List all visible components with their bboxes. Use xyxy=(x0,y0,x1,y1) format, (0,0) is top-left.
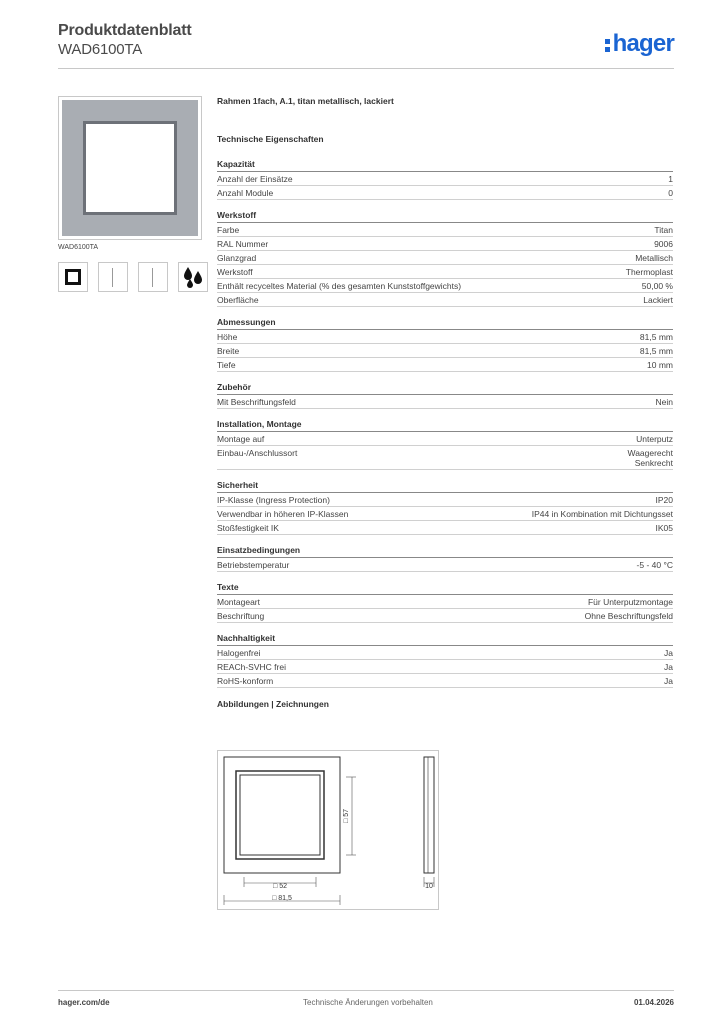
property-row xyxy=(217,223,673,237)
property-label: Werkstoff xyxy=(217,267,253,277)
property-label: Betriebstemperatur xyxy=(217,560,290,570)
property-section xyxy=(217,479,673,535)
property-value xyxy=(636,434,673,444)
property-row xyxy=(217,265,673,279)
property-row xyxy=(217,172,673,186)
section-title: Installation, Montage xyxy=(217,418,673,432)
property-row xyxy=(217,493,673,507)
property-section xyxy=(217,158,673,200)
property-value xyxy=(654,225,673,235)
section-title: Texte xyxy=(217,581,673,595)
property-label: RAL Nummer xyxy=(217,239,269,249)
property-label: REACh-SVHC frei xyxy=(217,662,286,672)
property-value-text: 50,00 % xyxy=(641,281,673,291)
property-value-text: 0 xyxy=(668,188,673,198)
property-section xyxy=(217,632,673,688)
property-value-text: Metallisch xyxy=(635,253,673,263)
property-label: Anzahl Module xyxy=(217,188,274,198)
section-spacer xyxy=(217,623,673,632)
property-value-text: -5 - 40 °C xyxy=(636,560,673,570)
property-value-text: Titan xyxy=(654,225,673,235)
property-label: Halogenfrei xyxy=(217,648,261,658)
property-row xyxy=(217,521,673,535)
single-line-icon xyxy=(138,262,168,292)
property-label: Tiefe xyxy=(217,360,236,370)
property-row xyxy=(217,609,673,623)
property-label: Oberfläche xyxy=(217,295,259,305)
property-row xyxy=(217,595,673,609)
dim-height-label: □ 57 xyxy=(343,809,350,823)
property-label: Glanzgrad xyxy=(217,253,257,263)
drawings-heading: Abbildungen | Zeichnungen xyxy=(217,699,329,709)
property-section xyxy=(217,544,673,572)
header-divider xyxy=(58,68,674,69)
property-row xyxy=(217,186,673,200)
frame-square-icon xyxy=(58,262,88,292)
footer-website: hager.com/de xyxy=(58,998,110,1007)
property-section xyxy=(217,381,673,409)
property-label: Anzahl der Einsätze xyxy=(217,174,293,184)
property-value xyxy=(664,662,673,672)
property-value xyxy=(637,560,673,570)
drawing-svg xyxy=(218,751,438,909)
section-title: Abmessungen xyxy=(217,316,673,330)
property-value xyxy=(640,332,673,342)
property-value xyxy=(532,509,673,519)
property-value xyxy=(635,253,673,263)
product-description: Rahmen 1fach, A.1, titan metallisch, lackiert xyxy=(217,96,394,106)
section-spacer xyxy=(217,572,673,581)
property-label: Montage auf xyxy=(217,434,265,444)
technical-drawing xyxy=(217,750,439,910)
footer-divider xyxy=(58,990,674,991)
section-spacer xyxy=(217,200,673,209)
section-title: Nachhaltigkeit xyxy=(217,632,673,646)
property-row xyxy=(217,674,673,688)
product-number: WAD6100TA xyxy=(58,41,143,58)
property-value-text: 9006 xyxy=(654,239,673,249)
property-value-text: 81,5 mm xyxy=(639,346,673,356)
property-value-text: Thermoplast xyxy=(625,267,673,277)
property-value-text: 81,5 mm xyxy=(639,332,673,342)
property-value xyxy=(656,397,673,407)
property-row xyxy=(217,646,673,660)
dim-outer-label: □ 81,5 xyxy=(272,895,292,902)
property-row xyxy=(217,358,673,372)
property-section xyxy=(217,581,673,623)
property-value-text: Ohne Beschriftungsfeld xyxy=(584,611,673,621)
section-spacer xyxy=(217,688,673,697)
property-label: Montageart xyxy=(217,597,260,607)
property-value xyxy=(640,346,673,356)
property-value xyxy=(664,648,673,658)
property-row xyxy=(217,293,673,307)
property-label: Enthält recyceltes Material (% des gesamten Kunststoffgewichts) xyxy=(217,281,462,291)
property-section xyxy=(217,209,673,307)
property-section xyxy=(217,418,673,470)
property-value-text: Waagerecht xyxy=(627,448,673,458)
section-spacer xyxy=(217,409,673,418)
property-value xyxy=(656,495,674,505)
property-row xyxy=(217,558,673,572)
property-label: Mit Beschriftungsfeld xyxy=(217,397,296,407)
page-header xyxy=(58,22,674,70)
property-value-text: Unterputz xyxy=(636,434,673,444)
footer-disclaimer: Technische Änderungen vorbehalten xyxy=(303,998,433,1007)
single-line-icon xyxy=(98,262,128,292)
property-row xyxy=(217,395,673,409)
property-value-text: IP44 in Kombination mit Dichtungsset xyxy=(531,509,673,519)
property-label: Breite xyxy=(217,346,240,356)
property-value xyxy=(668,188,673,198)
property-label: Farbe xyxy=(217,225,240,235)
section-spacer xyxy=(217,535,673,544)
dim-inner-label: □ 52 xyxy=(273,883,287,890)
logo-text: hager xyxy=(612,30,674,57)
property-row xyxy=(217,432,673,446)
property-sections xyxy=(217,158,673,697)
property-value-text: IK05 xyxy=(655,523,673,533)
section-spacer xyxy=(217,307,673,316)
section-spacer xyxy=(217,372,673,381)
section-title: Sicherheit xyxy=(217,479,673,493)
property-label: Beschriftung xyxy=(217,611,265,621)
property-value-text: 10 mm xyxy=(647,360,673,370)
property-value xyxy=(588,597,673,607)
property-label: Verwendbar in höheren IP-Klassen xyxy=(217,509,349,519)
section-title: Einsatzbedingungen xyxy=(217,544,673,558)
property-value xyxy=(664,676,673,686)
frame-opening xyxy=(83,121,177,215)
product-image xyxy=(58,96,202,240)
property-value xyxy=(643,295,673,305)
property-section xyxy=(217,316,673,372)
property-row xyxy=(217,446,673,470)
product-image-caption: WAD6100TA xyxy=(58,244,99,251)
main-content xyxy=(217,96,673,709)
property-row xyxy=(217,344,673,358)
property-row xyxy=(217,251,673,265)
property-value xyxy=(656,523,674,533)
property-label: Stoßfestigkeit IK xyxy=(217,523,279,533)
property-value-text: Für Unterputzmontage xyxy=(587,597,673,607)
property-row xyxy=(217,279,673,293)
hager-logo xyxy=(605,30,674,58)
property-value-text: Ja xyxy=(664,662,673,672)
property-value xyxy=(647,360,673,370)
section-title: Zubehör xyxy=(217,381,673,395)
property-row xyxy=(217,237,673,251)
section-title: Werkstoff xyxy=(217,209,673,223)
property-value xyxy=(668,174,673,184)
logo-dots-icon xyxy=(605,35,611,51)
property-value-text: Nein xyxy=(655,397,673,407)
water-drops-icon xyxy=(178,262,208,292)
property-row xyxy=(217,507,673,521)
property-value xyxy=(627,448,673,468)
property-value xyxy=(626,267,673,277)
section-title: Kapazität xyxy=(217,158,673,172)
document-title: Produktdatenblatt xyxy=(58,22,192,39)
property-label: Höhe xyxy=(217,332,238,342)
property-value-text: Ja xyxy=(664,676,673,686)
section-spacer xyxy=(217,470,673,479)
property-value-text: Senkrecht xyxy=(634,458,673,468)
property-value-text: IP20 xyxy=(655,495,673,505)
property-value xyxy=(654,239,673,249)
property-label: IP-Klasse (Ingress Protection) xyxy=(217,495,330,505)
property-label: RoHS-konform xyxy=(217,676,274,686)
property-value xyxy=(642,281,673,291)
property-label: Einbau-/Anschlussort xyxy=(217,448,298,458)
property-row xyxy=(217,660,673,674)
property-value-text: 1 xyxy=(668,174,673,184)
pictogram-row xyxy=(58,262,208,292)
property-row xyxy=(217,330,673,344)
property-value xyxy=(585,611,673,621)
footer-date: 01.04.2026 xyxy=(633,998,674,1007)
property-value-text: Lackiert xyxy=(643,295,673,305)
tech-properties-heading: Technische Eigenschaften xyxy=(217,134,324,144)
property-value-text: Ja xyxy=(664,648,673,658)
dim-depth-label: 10 xyxy=(425,883,433,890)
